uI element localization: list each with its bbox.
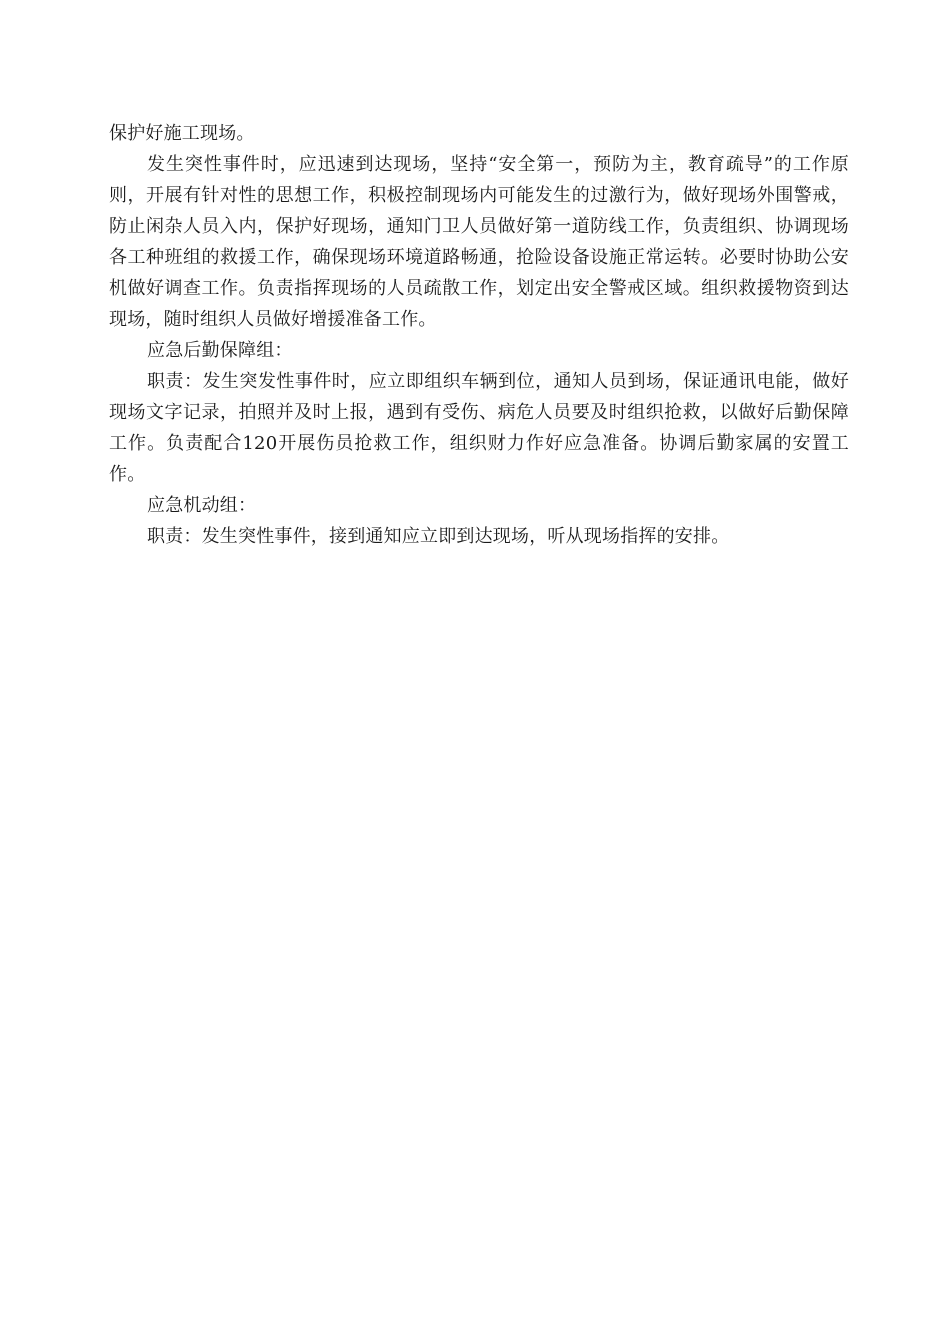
document-body	[109, 118, 849, 552]
heading-mobile-group: 应急机动组：	[147, 495, 257, 516]
paragraph-mobile-duties: 职责：发生突性事件，接到通知应立即到达现场，听从现场指挥的安排。	[147, 526, 730, 547]
paragraph-onsite-response: 发生突性事件时，应迅速到达现场，坚持“安全第一，预防为主，教育疏导”的工作原则，开展有针对性的思想工作，积极控制现场内可能发生的过激行为，做好现场外围警戒，防止闲杂人员入内，保护好现场，通知门卫人员做好第一道防线工作，负责组织、协调现场各工种班组的救援工作，确保现场环境道路畅通，抢险设备设施正常运转。必要时协助公安机做好调查工作。负责指挥现场的人员疏散工作，划定出安全警戒区域。组织救援物资到达现场，随时组织人员做好增援准备工作。	[109, 154, 849, 330]
paragraph-continuation: 保护好施工现场。	[109, 123, 255, 144]
paragraph-logistics-duties: 职责：发生突发性事件时，应立即组织车辆到位，通知人员到场，保证通讯电能，做好现场文字记录，拍照并及时上报，遇到有受伤、病危人员要及时组织抢救，以做好后勤保障工作。负责配合120开展伤员抢救工作，组织财力作好应急准备。协调后勤家属的安置工作。	[109, 371, 849, 485]
heading-logistics-group: 应急后勤保障组：	[147, 340, 293, 361]
